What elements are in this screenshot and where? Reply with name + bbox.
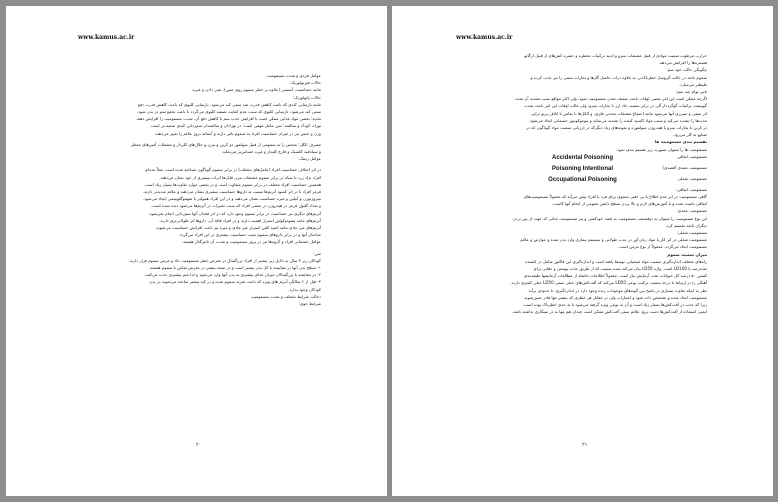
page-number: ۲۰ — [196, 442, 202, 448]
section-heading: تقسیم بندی مسمومیت ها — [654, 139, 707, 145]
text-line: حرارت مرطوب سمیت موادی از قبیل مشتقات نیترو و ادیبه ترکیبات معطره و حشره کش‌های از قبیل ارگانو — [524, 53, 707, 58]
text-line: صددرصد یا LD100 است. واژه LD50 بیان می‌کند شده سمیت که از طریق جذب پوستی و دهانی برای — [533, 266, 707, 272]
section-heading: میزان سمیت سموم — [667, 251, 707, 257]
document-page-left — [6, 6, 387, 496]
text-line: مسمومیت عمدی: — [676, 208, 707, 214]
text-line: مسمومیت شغلی در اثر کار یا مواد زبان آور در مدت طولانی و سیستم بیماری وارد بدن شده و عوارض و علائم — [520, 237, 707, 243]
text-line: کودکان زیر ۳ سال به دلایل زیر بیشتر از افراد بزرگسال در معرض خطر مسمومیت حاد و مزمن سموم قرار دارند: — [128, 257, 321, 263]
text-line: اگرچه ممکن است این امر بعضی اوقات باعث ضعیف شدن مسمومیت شود، ولی اکثر مواقع سبب تشدید آن شده — [515, 96, 707, 102]
text-line: اتفاقی نامیده شده و با آموزش‌های لازم و بالا بردن سطح دانش عمومی از انجام آنها کاست. — [551, 201, 707, 207]
classification-fa: مسمومیت عمدی (قصدی) — [662, 164, 707, 170]
text-line: عوامل ژنتیک: — [298, 156, 321, 162]
text-line: گاهی مسمومیت در اثر عدم اطلاع یا بی دقتی متجوی برای فرد یا افراد پیش می‌آید که معمولاً مسمومیت‌های — [523, 194, 707, 200]
text-line: صاحبان آنها و در برابر داروهای سموم سبب حساسیت بیشتری در این افراد می‌گردد. — [178, 232, 321, 238]
text-line: و سیانامید کلسیک و فارچ کلیدار و غیره حساس‌تر می‌نماید. — [221, 149, 321, 155]
text-line: غلیظتر می‌سازد. — [678, 81, 707, 87]
text-line: ۳- قبل از ۶ سالگی آنزیم های ویژه که باعث تجزیه سموم شده و در کبد بیشتر ساخته می‌شوند در بدن — [149, 279, 321, 285]
page-body-text — [458, 52, 707, 316]
text-line: سن: — [313, 250, 321, 256]
classification-en: Accidental Poisoning — [551, 154, 613, 161]
text-line: نیتروژنوژن و آنیلین و غیره حساسیت نشان می‌دهند و در این افراد همولیز یا متهموگلوبینمی ایجاد می‌شود. — [142, 196, 321, 202]
text-line: شرایط جوی: — [298, 301, 321, 307]
text-line: و تعداد گلبول قرمز در هیدروژن در بعضی افراد که سبب تغییرات در آنزیم‌ها می‌شود دیده شده است. — [150, 203, 321, 209]
text-line: ۱- سطح بدن آنها در مقایسه با کل بدن بیشتر است و در نتیجه بیشتر در معرض تماس با سموم هستند. — [148, 265, 321, 271]
classification-item — [458, 164, 707, 175]
page-body-text — [72, 72, 321, 307]
text-line: مانند حساسیت، آبستنی (علاوه بر خطر سموم روی جنین)، شیر دادن و غیره. — [191, 87, 321, 93]
text-line: حالات فیزیولوژیک: — [289, 80, 321, 86]
text-line: دیگران باشد تقسیم کرد. — [665, 222, 707, 228]
text-line: آهنگی را در ارتباط با درجه سمیت ترکیب نوعی LD50 می‌کند که آفت‌کش‌های خیلی سمی LD50 خیلی کمتری دارند. — [510, 280, 707, 286]
text-line: گوییست ترکیبات گوگرددار آلی در برابر سمیت حاد ارز با بخارات نیترو، ولی غالب اوقات این امر باعث شدت — [523, 103, 707, 109]
text-line: افراد نژاد زرد یا سیاه در برابر سموم مشتقات بنزن قابل‌ها اثرات بیشتری از خود نشان می‌دهند. — [159, 174, 321, 180]
text-line: عوامل جسمانی افراد و گروه‌ها نیز در بروز مسمومیت و شدت آن تاثیرگذار هستند. — [181, 239, 321, 245]
text-line: ۲- در مقایسه با بزرگسالان میزان غذای بیشتری به بدن آنها وارد می‌شود و لذا سم بیشتری جذب می‌کنند. — [144, 272, 321, 278]
text-line: فسفره‌ها را افزایش می‌دهد. — [658, 60, 707, 66]
classification-fa: مسمومیت شغلی — [677, 175, 707, 181]
text-line: ایمنی استفاده از آفت‌کش‌ها دست برود علائم سمی آفت‌کش ممکن است چندان هم تنها به در سیگاری نداشته باشد. — [511, 309, 707, 315]
text-line: زیرا که جذب در آفت‌کش‌ها بسیار زیاد است و آن به نوعی ویژه گرفته می‌شود یا به جدی خطرناک بوده است. — [522, 302, 707, 308]
text-line: آنزیم‌های مانند پسودوکولین استراز اهمیت دارند و در افراد فاقد آن، داروها اثر طولانی‌تری دارند. — [159, 217, 321, 223]
classification-en: Occupational Poisoning — [548, 176, 617, 183]
text-line: کشتن ۵۰ درصد کل حیوانات تحت آزمایش نیاز است. معمولاً اطلاعات حاصله از مطالعات آزمایشها طبقه‌بندی — [523, 273, 707, 279]
classification-item — [458, 153, 707, 164]
text-line: مدت‌ها را تشدید می‌کند و سبب مواد اکسید کننده را تشدید می‌نماید و پنوموکونیوز جسمانی ایجاد می‌شود. — [528, 117, 707, 123]
text-line: کودکان وجود ندارد. — [288, 286, 321, 292]
text-line: چگونگی حالت خود سم: — [666, 67, 707, 73]
text-line: مانند نارسایی کبدی که باعث کاهش قدرت ضد سمی کبد می‌شود. نارسایی کلیوی که باعث کاهش قدرت دفع — [137, 101, 321, 107]
classification-item — [458, 175, 707, 186]
text-line: مسمومیت ایجاد می‌گردد. معمولاً از نوع مزمن است. — [617, 244, 707, 250]
page-number: ۲۱ — [582, 442, 588, 448]
page-header-url: www.kamus.ac.ir — [78, 34, 135, 41]
classification-fa: مسمومیت اتفاقی — [676, 153, 707, 159]
text-line: راه‌های مختلف اندازه‌گیری سمیت مواد شیمیایی توسط یافته است و اندازه‌گیری این فاکتور شامل دز کشنده — [525, 258, 707, 264]
text-line: تغذیه: بعضی مواد غذایی ممکن است با افزایش جذب سم یا کاهش دفع آن، شدت مسمومیت را افزایش دهند. — [135, 116, 321, 122]
text-line: سموم جامد در حالت آئروسل خطرناک‌تر، به علاوه ذرات حاصل گازها و بخارات سمی را نیز جذب کرده و — [530, 74, 707, 80]
text-line: مصرف الکل: شخص را به سمومی از قبیل سولفور دو کربن و بنزن و حلال‌های کلردار و مشتقات آمین‌های معطر — [131, 141, 321, 147]
text-line: نظر به اینکه تفاوت بسیاری در پاسخ بین گونه‌های موجودات زنده وجود دارد در اندازه‌گیری، تا حدودی برآید — [528, 287, 707, 293]
text-line: همچنین حساسیت افراد مختلف در برابر سموم متفاوت است و در بعضی موارد تفاوت‌ها بسیار زیاد است. — [143, 181, 321, 187]
document-page-right — [392, 6, 773, 496]
text-line: دخالت شرایط مختلف و شدت مسمومیت — [250, 293, 321, 299]
text-line: مسمومیت اتفاقی: — [675, 186, 707, 192]
page-header-url: www.kamus.ac.ir — [456, 34, 513, 41]
text-line: نوزاد، کودک و سالمند: سن عامل مهمی است؛ در نوزادان و سالمندان سم‌زدایی کبدی ضعیف‌تر است. — [149, 123, 321, 129]
classification-en: Poisoning Intentional — [552, 165, 613, 172]
text-line: سمی کبد می‌شود. نارسایی کلیوی که سبب عدم کفایت تصفیه کلیوی می‌گردد تا باعث تجمع سم در بدن شود. — [136, 109, 321, 115]
text-line: در اثر اختلاف حساسیت افراد (عامل‌های مختلف) در برابر سموم گوناگون شناخته شده است. مثلاً عده‌ای — [144, 167, 321, 173]
text-line: آنزیم‌های دیگری نیر حساسیت در برابر سموم وجود دارد که در اثر فقدان آنها سم‌زدایی انجام نمی‌شود. — [148, 210, 321, 216]
text-line: مسمومیت ها را میتوان بصورت زیر تقسیم بندی نمود: — [615, 146, 707, 152]
text-line: اثر سمی و سیرژی آنها می‌شود مانند اجتماع مشتقات معدنی فلزی، و الکل‌ها با تماس با اتلاف پرتو تراپی — [530, 110, 707, 116]
text-line: تاثیر توام چند سم: — [675, 89, 707, 95]
text-line: حالات پاتولوژیک: — [292, 94, 321, 100]
text-line: صنایع به کار می‌رود. — [672, 132, 707, 138]
text-line: در کربن با بخارات نیترو یا هیدروژن سولفوره و نمونه‌های زیاد دیگرکه در ارزیابی سمیت مواد گوناگون که در — [526, 125, 707, 131]
text-line: مسمومیت ایجاد شده و تشخیص داده شود و اعتبارات ولی در مقابل هر خطری که بیشتر تنها قادر تعیین‌شوند. — [522, 294, 707, 300]
text-line: آنزیم‌های غیر عادی مانند اسید کلین استراز غیر عادی و غیره نیز باعث افزایش حساسیت می‌شوند. — [155, 225, 321, 231]
text-line: مسمومیت شغلی: — [676, 230, 707, 236]
text-line: فرمز افراد با در اثر کمبود آنزیم‌ها نسبت به داروها حساسیت بیشتری نشان می‌دهند و علائم شدیدتر دارند. — [142, 189, 321, 195]
text-line: وزن و جنس نیز در میزان حساسیت افراد به سموم تاثیر دارند و آستانه بروز علائم را تغییر می‌دهند. — [154, 130, 321, 136]
text-line: عوامل فردی و شدت مسمومیت — [266, 73, 321, 78]
text-line: این نوع مسمومیت را میتوان به دوقسمت مسمومیت به قصد خودکشی و نیز مسمومیت جنائی که جهت از بین بردن — [512, 215, 707, 221]
